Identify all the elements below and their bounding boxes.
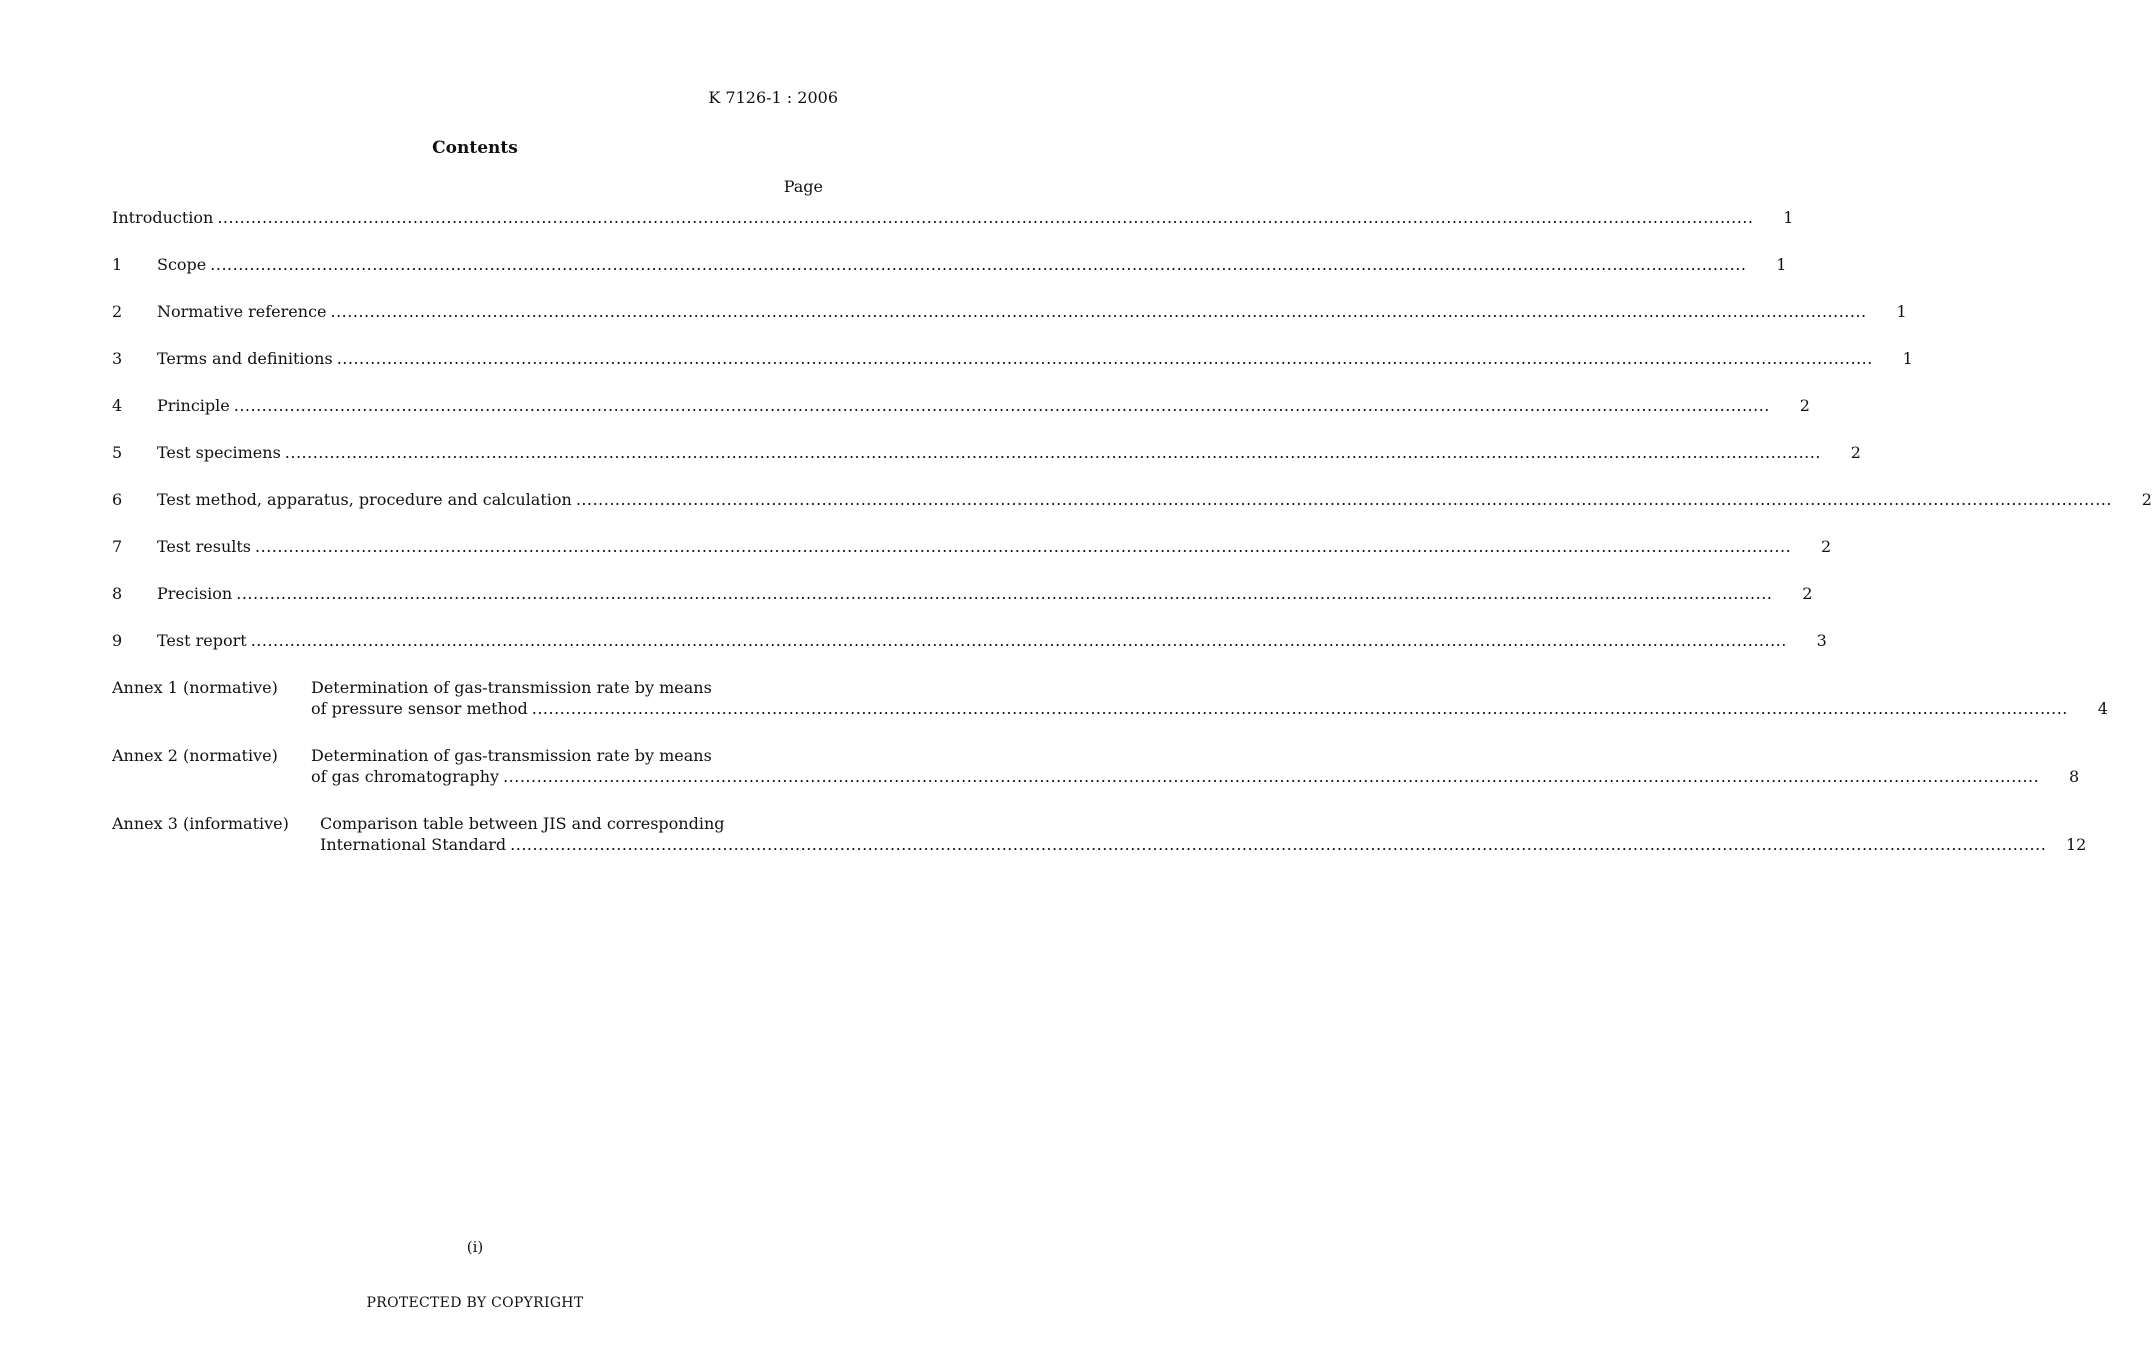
- annex-title-line2: of pressure sensor method: [311, 699, 528, 718]
- dot-leader: [510, 834, 2046, 855]
- table-of-contents: [112, 207, 2152, 881]
- toc-entry-normative-reference[interactable]: [112, 301, 1907, 322]
- toc-entry-page: 3: [1816, 631, 1827, 650]
- toc-entry-page: 2: [1799, 396, 1810, 415]
- toc-entry-label: Test results: [157, 537, 252, 556]
- toc-annex-2[interactable]: [112, 745, 2080, 787]
- toc-entry-test-report[interactable]: [112, 630, 1827, 651]
- dot-leader: [285, 442, 1821, 463]
- dot-leader: [251, 630, 1787, 651]
- annex-title: [320, 813, 2086, 855]
- toc-entry-test-specimens[interactable]: [112, 442, 1861, 463]
- toc-entry-page: 1: [1896, 302, 1907, 321]
- annex-title-line2: International Standard: [320, 835, 507, 854]
- toc-entry-label: Terms and definitions: [157, 349, 333, 368]
- annex-title-line2: of gas chromatography: [311, 767, 500, 786]
- page-folio: (i): [466, 1238, 484, 1256]
- annex-title-line1: Determination of gas-transmission rate by means: [311, 678, 712, 697]
- toc-entry-page: 1: [1783, 208, 1794, 227]
- toc-entry-number: 3: [112, 349, 123, 368]
- page-title: Contents: [432, 138, 518, 158]
- annex-title-line1: Comparison table between JIS and corresponding: [320, 814, 725, 833]
- dot-leader: [532, 698, 2068, 719]
- toc-entry-number: 4: [112, 396, 123, 415]
- toc-entry-test-results[interactable]: [112, 536, 1832, 557]
- toc-annex-1[interactable]: [112, 677, 2108, 719]
- copyright-notice: PROTECTED BY COPYRIGHT: [366, 1295, 584, 1311]
- toc-entry-page: 1: [1776, 255, 1787, 274]
- toc-annex-3[interactable]: [112, 813, 2087, 855]
- annex-title-line2-row: [311, 698, 2108, 719]
- toc-entry-scope[interactable]: [112, 254, 1787, 275]
- annex-title-line2-row: [311, 766, 2079, 787]
- dot-leader: [331, 301, 1867, 322]
- dot-leader: [503, 766, 2039, 787]
- dot-leader: [217, 207, 1753, 228]
- dot-leader: [234, 395, 1770, 416]
- page-column-label: Page: [783, 177, 823, 196]
- dot-leader: [236, 583, 1772, 604]
- annex-title: [311, 677, 2108, 719]
- toc-entry-page: 1: [1902, 349, 1913, 368]
- toc-entry-number: 5: [112, 443, 123, 462]
- dot-leader: [576, 489, 2112, 510]
- toc-entry-test-method[interactable]: [112, 489, 2152, 510]
- toc-entry-page: 12: [2065, 835, 2087, 854]
- toc-entry-page: 2: [1850, 443, 1861, 462]
- toc-entry-number: 6: [112, 490, 123, 509]
- toc-entry-introduction[interactable]: [112, 207, 1794, 228]
- toc-entry-label: Precision: [157, 584, 233, 603]
- toc-entry-label: Scope: [157, 255, 207, 274]
- document-number: K 7126-1 : 2006: [708, 88, 838, 107]
- toc-entry-label: Test specimens: [157, 443, 281, 462]
- toc-entry-label: Normative reference: [157, 302, 327, 321]
- toc-entry-page: 8: [2069, 767, 2080, 786]
- annex-title: [311, 745, 2079, 787]
- toc-entry-page: 2: [2141, 490, 2152, 509]
- toc-entry-number: 2: [112, 302, 123, 321]
- toc-entry-principle[interactable]: [112, 395, 1810, 416]
- dot-leader: [210, 254, 1746, 275]
- annex-title-line2-row: [320, 834, 2086, 855]
- annex-tag: Annex 1 (normative): [112, 678, 278, 697]
- dot-leader: [337, 348, 1873, 369]
- toc-entry-page: 2: [1820, 537, 1832, 556]
- toc-entry-label: Test method, apparatus, procedure and calculation: [157, 490, 572, 509]
- toc-entry-precision[interactable]: [112, 583, 1813, 604]
- dot-leader: [255, 536, 1791, 557]
- toc-entry-number: 9: [112, 631, 123, 650]
- toc-entry-number: 7: [112, 537, 123, 556]
- toc-entry-number: 1: [112, 255, 123, 274]
- toc-entry-page: 2: [1802, 584, 1813, 603]
- annex-tag: Annex 3 (informative): [112, 814, 289, 833]
- toc-entry-label: Introduction: [112, 208, 214, 227]
- toc-entry-terms-and-definitions[interactable]: [112, 348, 1913, 369]
- toc-entry-label: Test report: [157, 631, 247, 650]
- toc-entry-number: 8: [112, 584, 123, 603]
- annex-tag: Annex 2 (normative): [112, 746, 278, 765]
- toc-entry-label: Principle: [157, 396, 230, 415]
- annex-title-line1: Determination of gas-transmission rate by means: [311, 746, 712, 765]
- toc-entry-page: 4: [2097, 699, 2108, 718]
